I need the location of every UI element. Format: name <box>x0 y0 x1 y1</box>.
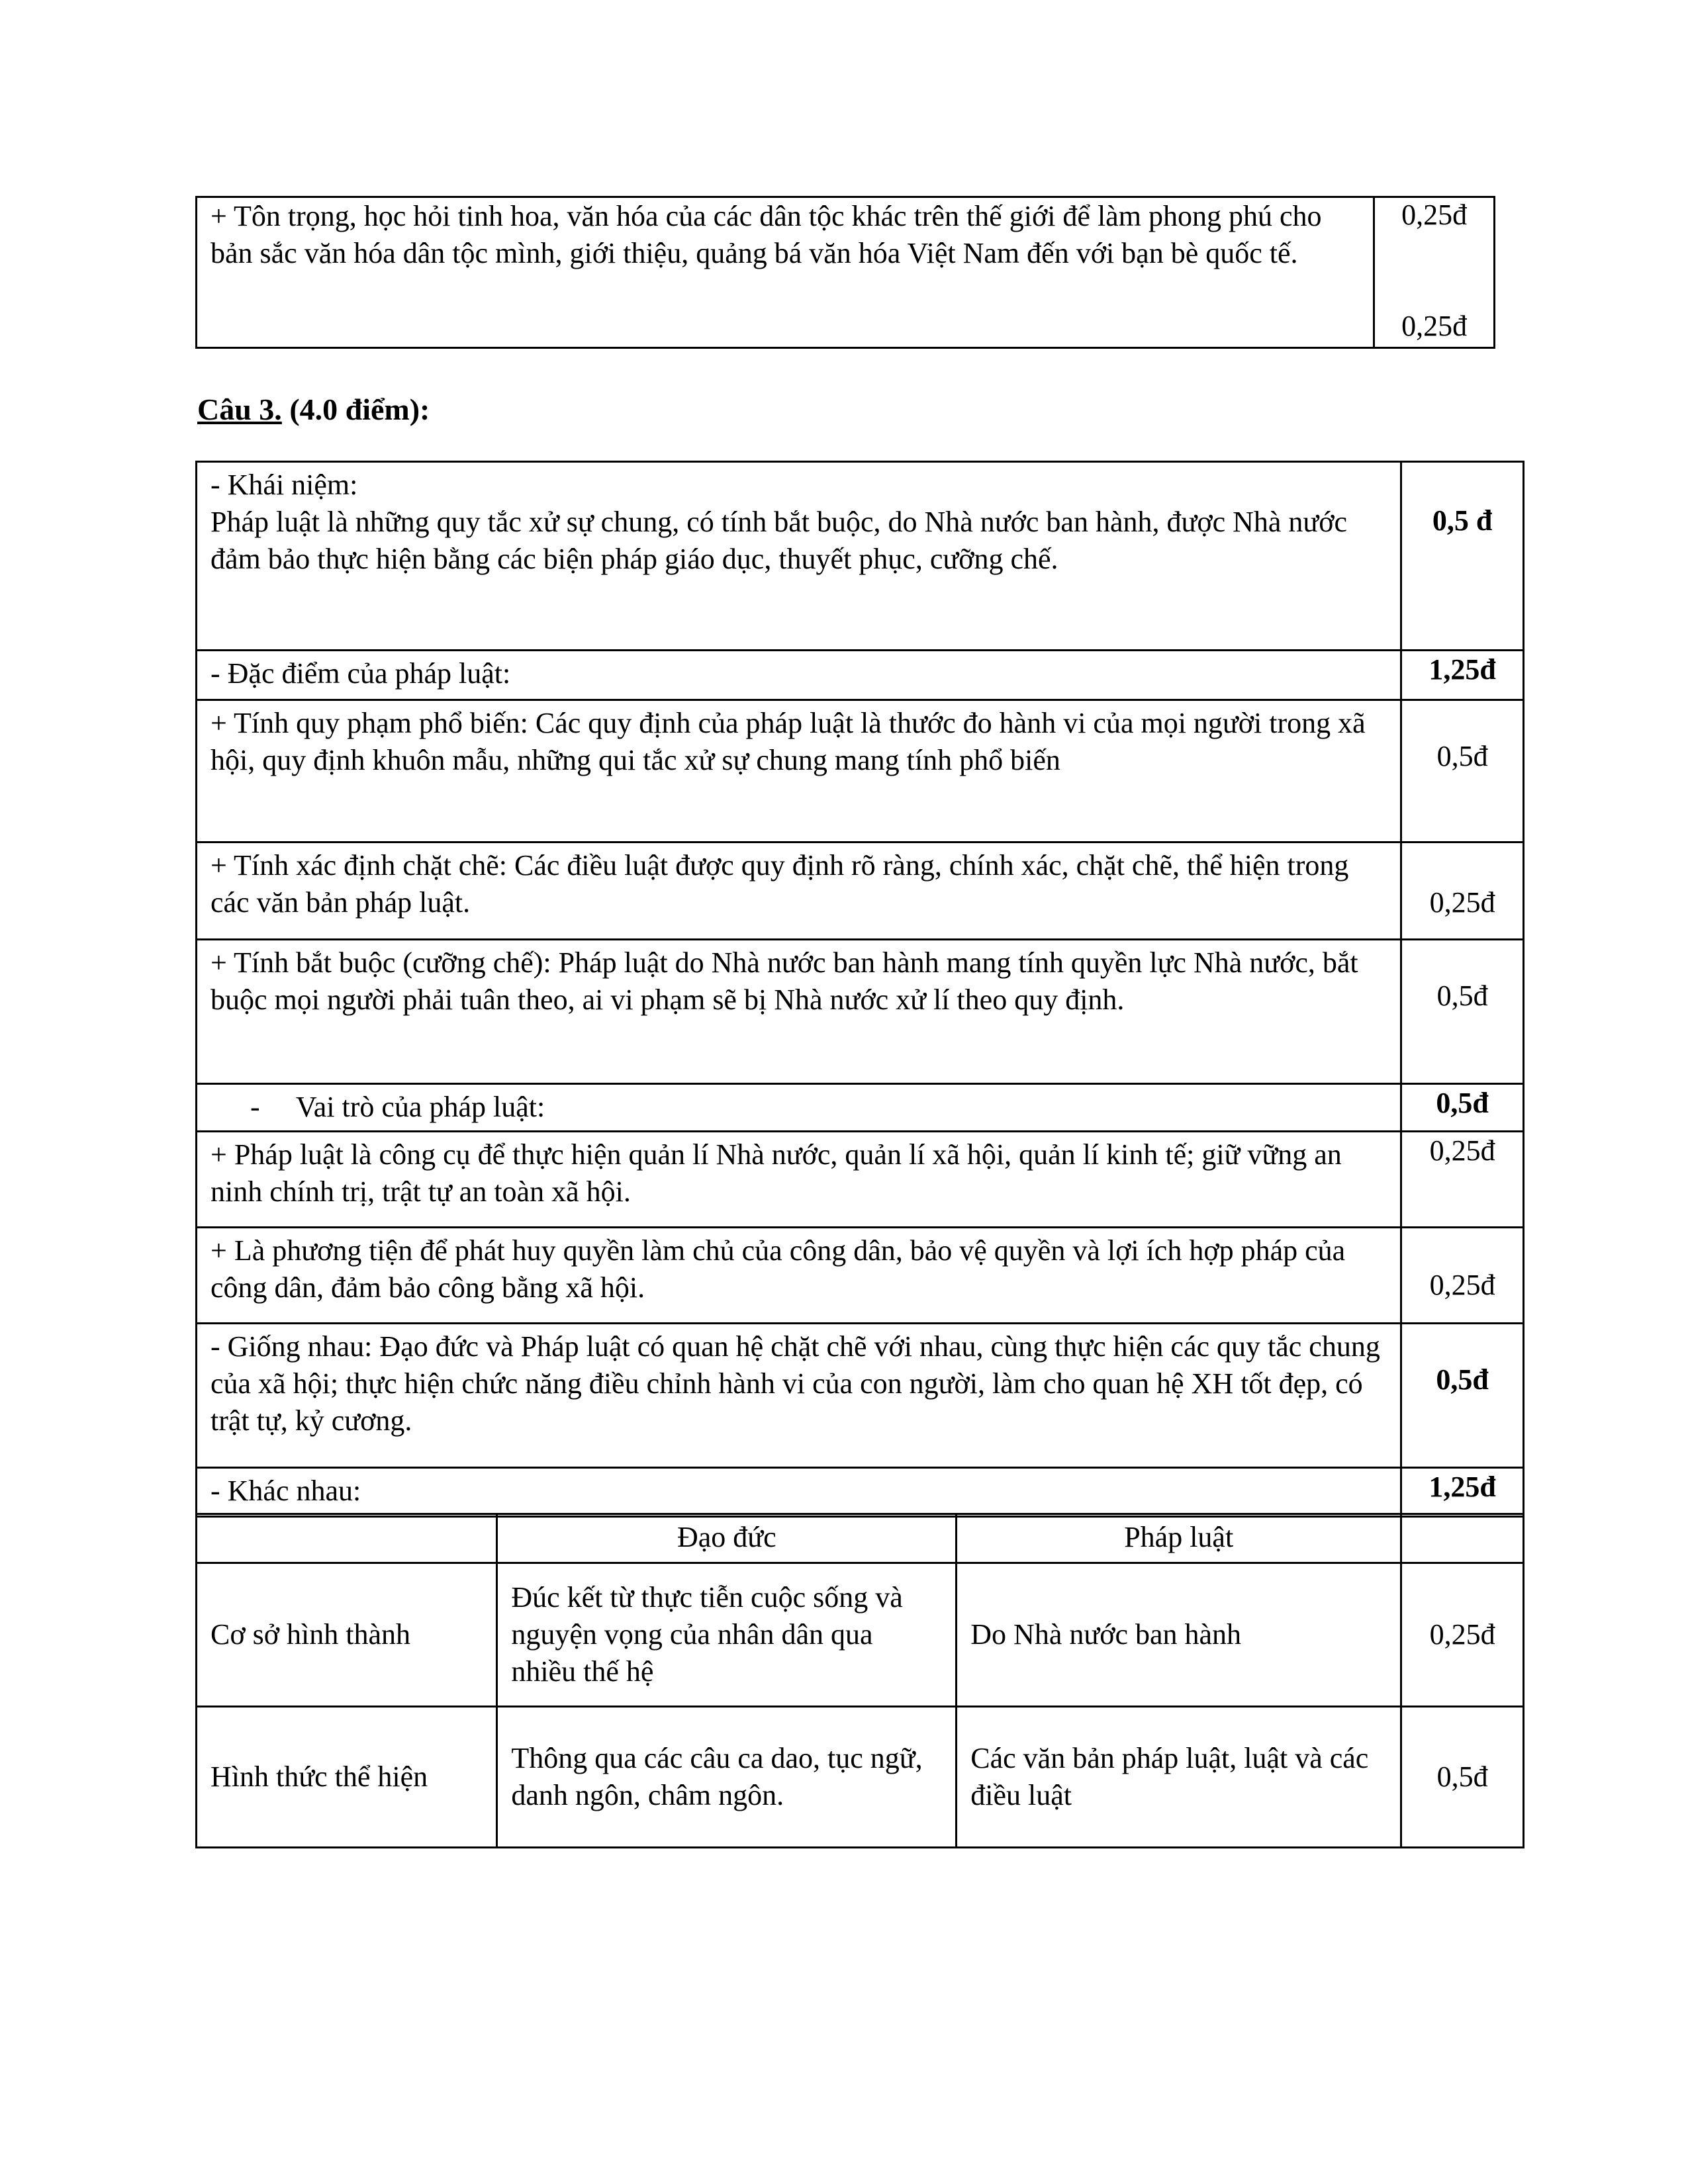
table-row <box>197 197 1495 348</box>
header-cell: Đạo đức <box>497 1514 957 1563</box>
answer-text: - Khác nhau: <box>197 1468 1401 1517</box>
comparison-row <box>197 1707 1524 1848</box>
ethics-cell: Thông qua các câu ca dao, tục ngữ, danh ngôn, châm ngôn. <box>497 1707 957 1848</box>
score-cell: 0,5đ <box>1401 1084 1524 1132</box>
answer-text: + Tính bắt buộc (cưỡng chế): Pháp luật do Nhà nước ban hành mang tính quyền lực Nhà nước, bắt buộc mọi người phải tuân theo, ai vi phạm sẽ bị Nhà nước xử lí theo quy định. <box>197 940 1401 1084</box>
table-row <box>197 1228 1524 1324</box>
answer-text: + Tính quy phạm phổ biến: Các quy định của pháp luật là thước đo hành vi của mọi người trong xã hội, quy định khuôn mẫu, những qui tắc xử sự chung mang tính phổ biến <box>197 700 1401 842</box>
table-row <box>197 700 1524 842</box>
score-cell <box>1401 700 1524 842</box>
score-cell <box>1401 462 1524 651</box>
score-cell: 1,25đ <box>1401 1468 1524 1517</box>
score-cell <box>1401 1228 1524 1324</box>
header-cell <box>1401 1514 1524 1563</box>
answer-text <box>197 1084 1401 1132</box>
question-label: Câu 3. <box>197 392 282 426</box>
comparison-header-row <box>197 1514 1524 1563</box>
law-cell: Do Nhà nước ban hành <box>957 1563 1401 1707</box>
table-row <box>197 940 1524 1084</box>
answer-text: + Là phương tiện để phát huy quyền làm chủ của công dân, bảo vệ quyền và lợi ích hợp pháp của công dân, đảm bảo công bằng xã hội. <box>197 1228 1401 1324</box>
table-row <box>197 462 1524 651</box>
score-cell: 0,25đ <box>1401 1563 1524 1707</box>
score-value: 0,25đ <box>1429 886 1495 919</box>
comparison-table <box>195 1513 1524 1848</box>
answer-table-continued <box>195 196 1495 349</box>
score-cell <box>1374 197 1495 348</box>
ethics-cell: Đúc kết từ thực tiễn cuộc sống và nguyện vọng của nhân dân qua nhiều thế hệ <box>497 1563 957 1707</box>
role-heading: - Vai trò của pháp luật: <box>250 1091 545 1123</box>
answer-text: - Giống nhau: Đạo đức và Pháp luật có quan hệ chặt chẽ với nhau, cùng thực hiện các quy tắc chung của xã hội; thực hiện chức năng điều chỉnh hành vi của con người, làm cho quan hệ XH tốt đẹp, có trật tự, kỷ cương. <box>197 1324 1401 1468</box>
concept-label: - Khái niệm: <box>211 469 358 501</box>
criterion-cell: Hình thức thể hiện <box>197 1707 497 1848</box>
score-value: 0,5đ <box>1436 1363 1489 1396</box>
header-cell <box>197 1514 497 1563</box>
criterion-cell: Cơ sở hình thành <box>197 1563 497 1707</box>
law-cell: Các văn bản pháp luật, luật và các điều luật <box>957 1707 1401 1848</box>
table-row <box>197 651 1524 700</box>
score-value: 0,25đ <box>1429 1269 1495 1301</box>
table-row <box>197 1468 1524 1517</box>
answer-text: + Tôn trọng, học hỏi tinh hoa, văn hóa của các dân tộc khác trên thế giới để làm phong phú cho bản sắc văn hóa dân tộc mình, giới thiệu, quảng bá văn hóa Việt Nam đến với bạn bè quốc tế. <box>197 197 1374 348</box>
score-cell <box>1401 842 1524 940</box>
answer-text <box>197 462 1401 651</box>
score-cell: 1,25đ <box>1401 651 1524 700</box>
answer-text: + Tính xác định chặt chẽ: Các điều luật được quy định rõ ràng, chính xác, chặt chẽ, thể hiện trong các văn bản pháp luật. <box>197 842 1401 940</box>
header-cell: Pháp luật <box>957 1514 1401 1563</box>
score-cell <box>1401 940 1524 1084</box>
answer-table <box>195 461 1524 1518</box>
answer-text: + Pháp luật là công cụ để thực hiện quản lí Nhà nước, quản lí xã hội, quản lí kinh tế; giữ vững an ninh chính trị, trật tự an toàn xã hội. <box>197 1132 1401 1228</box>
comparison-row <box>197 1563 1524 1707</box>
table-row <box>197 1132 1524 1228</box>
score-value: 0,25đ <box>1401 310 1468 342</box>
table-row <box>197 1324 1524 1468</box>
table-row <box>197 842 1524 940</box>
answer-text: - Đặc điểm của pháp luật: <box>197 651 1401 700</box>
score-value: 0,25đ <box>1401 199 1468 231</box>
concept-definition: Pháp luật là những quy tắc xử sự chung, có tính bắt buộc, do Nhà nước ban hành, được Nhà nước đảm bảo thực hiện bằng các biện pháp giáo dục, thuyết phục, cưỡng chế. <box>211 506 1348 575</box>
score-value: 0,5đ <box>1436 979 1488 1012</box>
score-value: 0,5 đ <box>1432 504 1493 537</box>
question-points: (4.0 điểm): <box>281 392 430 426</box>
score-cell <box>1401 1324 1524 1468</box>
score-cell: 0,25đ <box>1401 1132 1524 1228</box>
question-heading <box>197 392 430 427</box>
score-value: 0,5đ <box>1436 740 1488 772</box>
table-row <box>197 1084 1524 1132</box>
score-cell: 0,5đ <box>1401 1707 1524 1848</box>
